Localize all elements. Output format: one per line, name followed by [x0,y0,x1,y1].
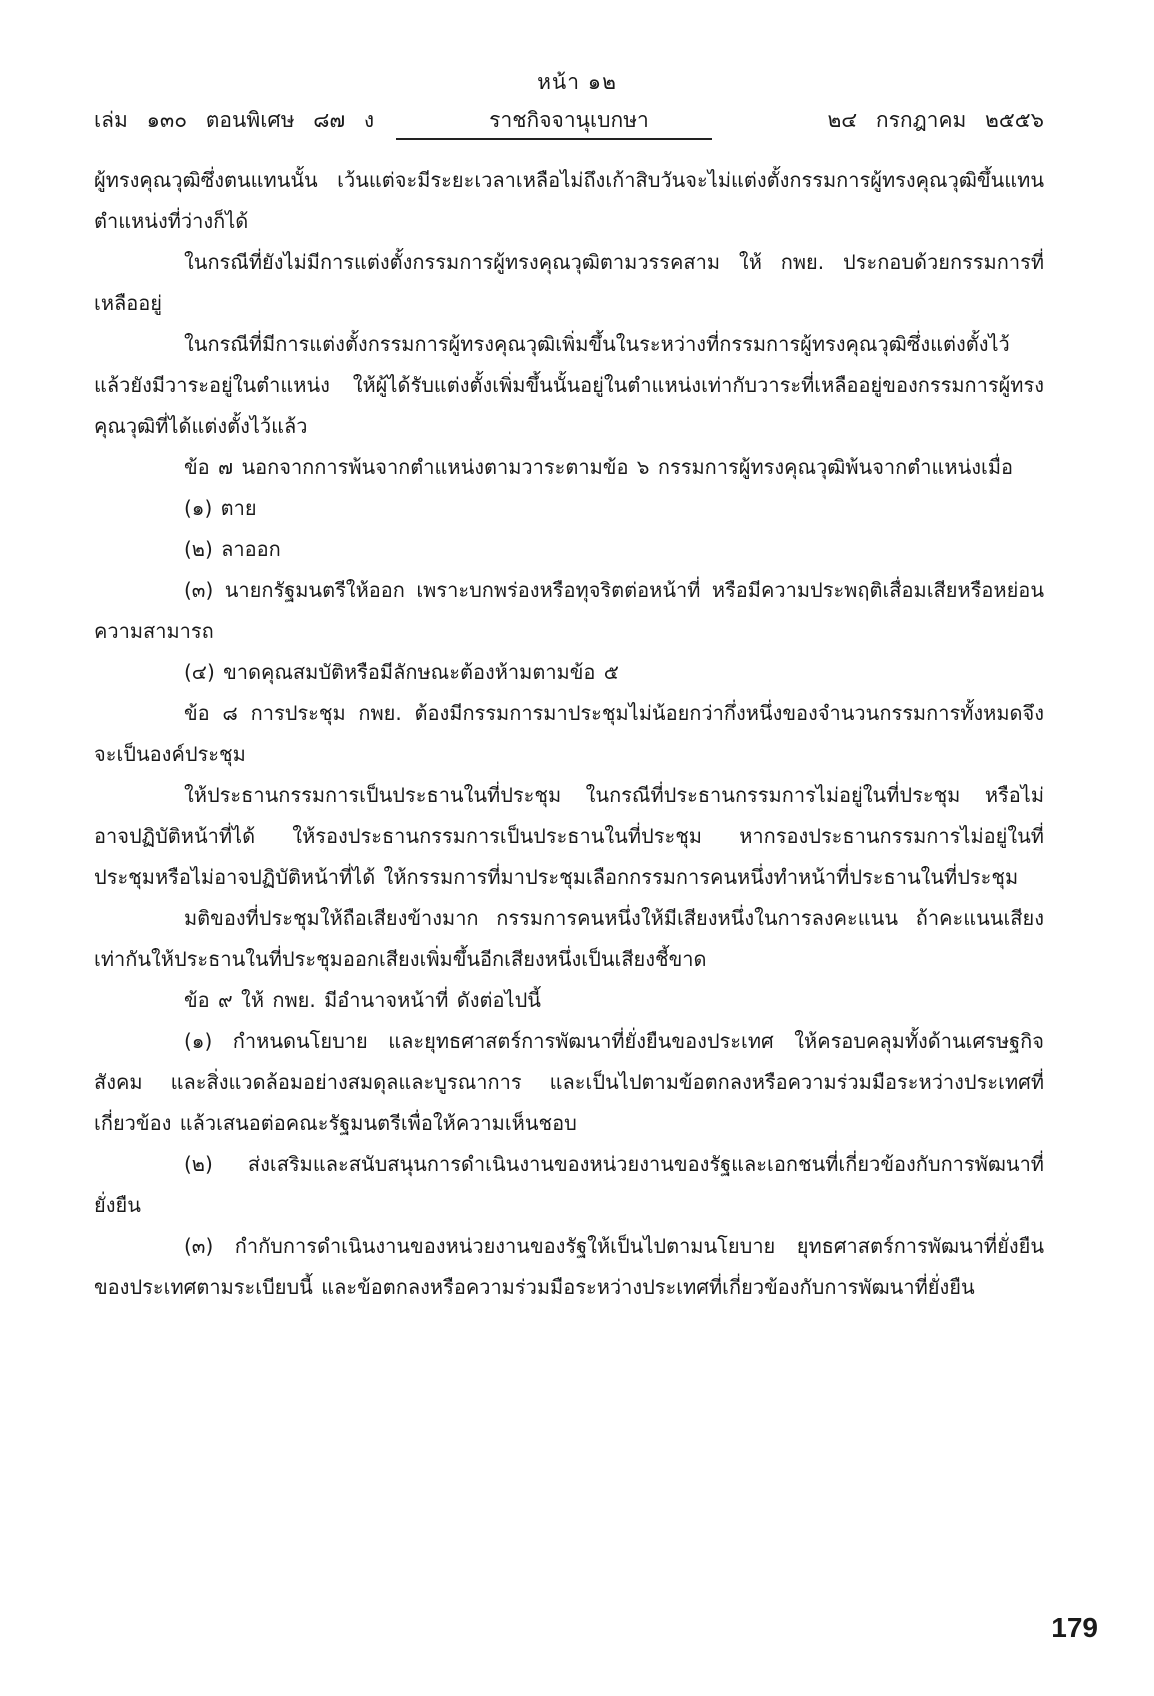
clause-9-item-3: (๓) กำกับการดำเนินงานของหน่วยงานของรัฐให้เป็นไปตามนโยบาย ยุทธศาสตร์การพัฒนาที่ยั่งยืนของประเทศตามระเบียบนี้ และข้อตกลงหรือความร่วมมือระหว่างประเทศที่เกี่ยวข้องกับการพัฒนาที่ยั่งยืน [94,1234,1044,1299]
clause-8: ข้อ ๘ การประชุม กพย. ต้องมีกรรมการมาประชุมไม่น้อยกว่ากึ่งหนึ่งของจำนวนกรรมการทั้งหมดจึงจะเป็นองค์ประชุม [94,701,1044,766]
clause-9-item-2: (๒) ส่งเสริมและสนับสนุนการดำเนินงานของหน่วยงานของรัฐและเอกชนที่เกี่ยวข้องกับการพัฒนาที่ยั่งยืน [94,1152,1044,1217]
paragraph: ให้ประธานกรรมการเป็นประธานในที่ประชุม ในกรณีที่ประธานกรรมการไม่อยู่ในที่ประชุม หรือไม่อาจปฏิบัติหน้าที่ได้ ให้รองประธานกรรมการเป็นประธานในที่ประชุม หากรองประธานกรรมการไม่อยู่ในที่ประชุมหรือไม่อาจปฏิบัติหน้าที่ได้ ให้กรรมการที่มาประชุมเลือกกรรมการคนหนึ่งทำหน้าที่ประธานในที่ประชุม [94,783,1044,889]
clause-7-item-1: (๑) ตาย [184,496,257,520]
clause-7-item-4: (๔) ขาดคุณสมบัติหรือมีลักษณะต้องห้ามตามข้อ ๕ [184,660,619,684]
clause-7-item-3: (๓) นายกรัฐมนตรีให้ออก เพราะบกพร่องหรือทุจริตต่อหน้าที่ หรือมีความประพฤติเสื่อมเสียหรือหย่อนความสามารถ [94,578,1044,643]
paragraph: ในกรณีที่ยังไม่มีการแต่งตั้งกรรมการผู้ทรงคุณวุฒิตามวรรคสาม ให้ กพย. ประกอบด้วยกรรมการที่เหลืออยู่ [94,250,1044,315]
clause-7-item-2: (๒) ลาออก [184,537,281,561]
paragraph: มติของที่ประชุมให้ถือเสียงข้างมาก กรรมการคนหนึ่งให้มีเสียงหนึ่งในการลงคะแนน ถ้าคะแนนเสียงเท่ากันให้ประธานในที่ประชุมออกเสียงเพิ่มขึ้นอีกเสียงหนึ่งเป็นเสียงชี้ขาด [94,906,1044,971]
clause-9-item-1: (๑) กำหนดนโยบาย และยุทธศาสตร์การพัฒนาที่ยั่งยืนของประเทศ ให้ครอบคลุมทั้งด้านเศรษฐกิจ สังคม และสิ่งแวดล้อมอย่างสมดุลและบูรณาการ และเป็นไปตามข้อตกลงหรือความร่วมมือระหว่างประเทศที่เกี่ยวข้อง แล้วเสนอต่อคณะรัฐมนตรีเพื่อให้ความเห็นชอบ [94,1029,1044,1135]
paragraph: ในกรณีที่มีการแต่งตั้งกรรมการผู้ทรงคุณวุฒิเพิ่มขึ้นในระหว่างที่กรรมการผู้ทรงคุณวุฒิซึ่งแต่งตั้งไว้แล้วยังมีวาระอยู่ในตำแหน่ง ให้ผู้ได้รับแต่งตั้งเพิ่มขึ้นนั้นอยู่ในตำแหน่งเท่ากับวาระที่เหลืออยู่ของกรรมการผู้ทรงคุณวุฒิที่ได้แต่งตั้งไว้แล้ว [94,332,1044,438]
volume-issue: เล่ม ๑๓๐ ตอนพิเศษ ๘๗ ง [94,108,375,132]
folio-number: 179 [1051,1612,1098,1643]
publication-date: ๒๔ กรกฎาคม ๒๕๕๖ [827,108,1044,132]
header-rule [396,138,712,140]
paragraph-continuation: ผู้ทรงคุณวุฒิซึ่งตนแทนนั้น เว้นแต่จะมีระยะเวลาเหลือไม่ถึงเก้าสิบวันจะไม่แต่งตั้งกรรมการผู้ทรงคุณวุฒิขึ้นแทนตำแหน่งที่ว่างก็ได้ [94,168,1044,233]
clause-7: ข้อ ๗ นอกจากการพ้นจากตำแหน่งตามวาระตามข้อ ๖ กรรมการผู้ทรงคุณวุฒิพ้นจากตำแหน่งเมื่อ [184,455,1014,479]
running-header [94,104,1044,134]
document-body [94,160,1044,1308]
clause-9: ข้อ ๙ ให้ กพย. มีอำนาจหน้าที่ ดังต่อไปนี้ [184,988,541,1012]
publication-title: ราชกิจจานุเบกษา [489,108,649,132]
page-number-label: หน้า ๑๒ [537,70,617,94]
